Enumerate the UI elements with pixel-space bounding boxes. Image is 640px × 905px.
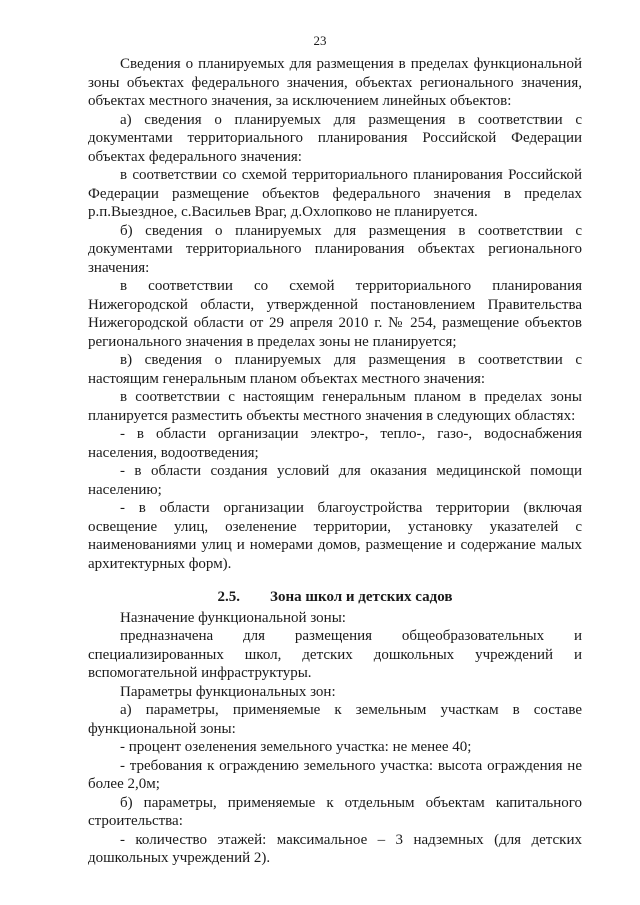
paragraph: предназначена для размещения общеобразовательных и специализированных школ, детских дошкольных учреждений и вспомогательной инфраструктуры. <box>88 628 582 681</box>
paragraph: в) сведения о планируемых для размещения в соответствии с настоящим генеральным планом объектах местного значения: <box>88 352 582 387</box>
list-item: - в области организации электро-, тепло-, газо-, водоснабжения населения, водоотведения; <box>88 426 582 461</box>
paragraph: Назначение функциональной зоны: <box>120 609 346 626</box>
paragraph: Сведения о планируемых для размещения в пределах функциональной зоны объектах федерального значения, объектах регионального значения, объектах местного значения, за исключением линейных объектов: <box>88 56 582 109</box>
paragraph: б) сведения о планируемых для размещения в соответствии с документами территориального планирования объектах регионального значения: <box>88 222 582 276</box>
list-item: - в области организации благоустройства территории (включая освещение улиц, озеленение территории, установку указателей с наименованиями улиц и номерами домов, размещение и содержание малых архитектурных форм). <box>88 500 582 572</box>
page-number: 23 <box>313 33 327 48</box>
paragraph: в соответствии со схемой территориального планирования Российской Федерации размещение объектов федерального значения в пределах р.п.Выездное, с.Васильев Враг, д.Охлопково не планируется. <box>88 167 582 220</box>
paragraph: б) параметры, применяемые к отдельным объектам капитального строительства: <box>88 794 582 829</box>
list-item: - количество этажей: максимальное – 3 надземных (для детских дошкольных учреждений 2). <box>88 831 582 866</box>
paragraph: в соответствии с настоящим генеральным планом в пределах зоны планируется разместить объекты местного значения в следующих областях: <box>88 389 582 424</box>
document-body <box>88 55 582 868</box>
list-item: - процент озеленения земельного участка: не менее 40; <box>120 739 472 755</box>
section-heading <box>88 588 582 607</box>
paragraph: а) параметры, применяемые к земельным участкам в составе функциональной зоны: <box>88 702 582 737</box>
paragraph: в соответствии со схемой территориального планирования Нижегородской области, утвержденной постановлением Правительства Нижегородской области от 29 апреля 2010 г. № 254, размещение объектов регионального значения в пределах зоны не планируется; <box>88 278 582 350</box>
section-title: Зона школ и детских садов <box>270 589 453 605</box>
list-item: - в области создания условий для оказания медицинской помощи населению; <box>88 463 582 498</box>
paragraph: Параметры функциональных зон: <box>120 683 336 700</box>
list-item: - требования к ограждению земельного участка: высота ограждения не более 2,0м; <box>88 757 582 792</box>
paragraph: а) сведения о планируемых для размещения в соответствии с документами территориального планирования Российской Федерации объектах федерального значения: <box>88 111 582 165</box>
section-number: 2.5. <box>217 589 241 605</box>
